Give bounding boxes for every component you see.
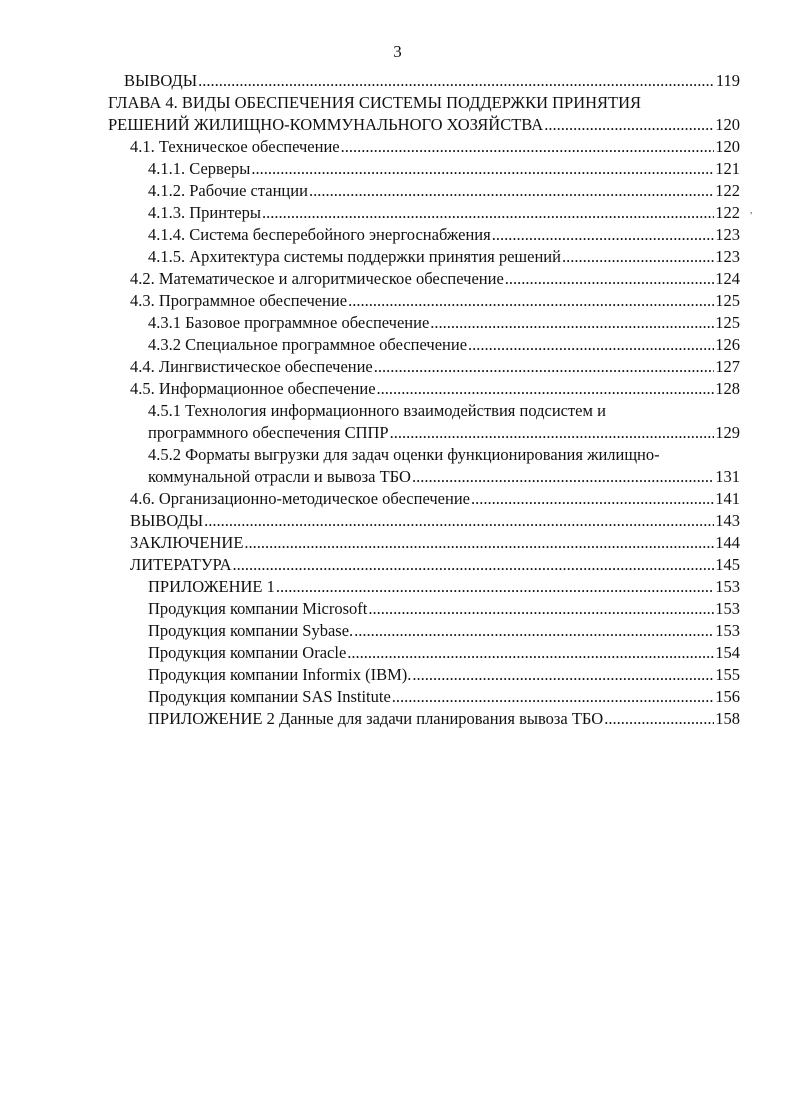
toc-page: 145 xyxy=(715,555,740,574)
toc-title: 4.3.1 Базовое программное обеспечение xyxy=(148,313,430,332)
toc-entry-4-1-3[interactable] xyxy=(108,202,740,224)
toc-page: 126 xyxy=(715,335,740,354)
toc-title: 4.6. Организационно-методическое обеспечение xyxy=(130,489,470,508)
toc-title: 4.1.5. Архитектура системы поддержки принятия решений xyxy=(148,247,561,266)
toc-leader xyxy=(492,224,715,246)
toc-page: 122 xyxy=(715,203,740,222)
toc-page: 127 xyxy=(715,357,740,376)
toc-entry-conclusions-2[interactable] xyxy=(108,510,740,532)
toc-title: 4.1.1. Серверы xyxy=(148,159,251,178)
toc-entry-sas[interactable] xyxy=(108,686,740,708)
toc-page: 125 xyxy=(715,313,740,332)
toc-entry-informix[interactable] xyxy=(108,664,740,686)
scan-mark: , xyxy=(750,205,753,216)
toc-leader xyxy=(412,466,714,488)
toc-leader xyxy=(505,268,714,290)
page-number: 3 xyxy=(393,42,402,61)
toc-title-line1: ГЛАВА 4. ВИДЫ ОБЕСПЕЧЕНИЯ СИСТЕМЫ ПОДДЕРЖКИ ПРИНЯТИЯ xyxy=(108,93,642,112)
toc-entry-4-5-1[interactable] xyxy=(108,400,740,444)
toc-title: Продукция компании Sybase. xyxy=(148,621,354,640)
toc-title: 4.5. Информационное обеспечение xyxy=(130,379,376,398)
toc-page: 153 xyxy=(715,577,740,596)
toc-leader xyxy=(604,708,714,730)
toc-entry-4-1-1[interactable] xyxy=(108,158,740,180)
toc-entry-conclusions-1[interactable] xyxy=(108,70,740,92)
toc-page: 131 xyxy=(715,467,740,486)
toc-title: 4.2. Математическое и алгоритмическое обеспечение xyxy=(130,269,504,288)
toc-leader xyxy=(198,70,715,92)
toc-leader xyxy=(276,576,714,598)
toc-leader xyxy=(471,488,714,510)
toc-page: 125 xyxy=(715,291,740,310)
toc-entry-4-1-4[interactable] xyxy=(108,224,740,246)
toc-entry-microsoft[interactable] xyxy=(108,598,740,620)
toc-entry-4-3[interactable] xyxy=(108,290,740,312)
toc-page: 129 xyxy=(715,423,740,442)
toc-entry-4-6[interactable] xyxy=(108,488,740,510)
toc-leader xyxy=(368,598,714,620)
toc-leader xyxy=(374,356,715,378)
toc-entry-4-5-2[interactable] xyxy=(108,444,740,488)
toc-entry-4-1[interactable] xyxy=(108,136,740,158)
toc-title: ЛИТЕРАТУРА xyxy=(130,555,232,574)
toc-page: 122 xyxy=(715,181,740,200)
toc-title: Продукция компании SAS Institute xyxy=(148,687,391,706)
toc-leader xyxy=(341,136,715,158)
toc-leader xyxy=(251,158,714,180)
toc-leader xyxy=(204,510,714,532)
toc-page: 123 xyxy=(715,225,740,244)
toc-entry-4-3-2[interactable] xyxy=(108,334,740,356)
toc-leader xyxy=(430,312,714,334)
toc-title: 4.3.2 Специальное программное обеспечение xyxy=(148,335,468,354)
toc-title-line2: РЕШЕНИЙ ЖИЛИЩНО-КОММУНАЛЬНОГО ХОЗЯЙСТВА xyxy=(108,115,544,134)
toc-page: 155 xyxy=(715,665,740,684)
toc-entry-4-2[interactable] xyxy=(108,268,740,290)
toc-title: ВЫВОДЫ xyxy=(130,511,204,530)
toc-leader xyxy=(347,642,714,664)
toc-title-line2: программного обеспечения СППР xyxy=(148,423,389,442)
toc-leader xyxy=(348,290,714,312)
toc-page: 120 xyxy=(715,115,740,134)
toc-title-line2: коммунальной отрасли и вывоза ТБО xyxy=(148,467,411,486)
toc-leader xyxy=(233,554,715,576)
toc-page: 120 xyxy=(715,137,740,156)
toc-page: 121 xyxy=(715,159,740,178)
toc-entry-conclusion[interactable] xyxy=(108,532,740,554)
toc-leader xyxy=(544,114,714,136)
toc-title: 4.1.2. Рабочие станции xyxy=(148,181,308,200)
toc-title: 4.4. Лингвистическое обеспечение xyxy=(130,357,373,376)
toc-leader xyxy=(377,378,715,400)
toc-page: 119 xyxy=(715,71,740,90)
toc-leader xyxy=(262,202,714,224)
toc-page: 156 xyxy=(715,687,740,706)
toc-title: 4.3. Программное обеспечение xyxy=(130,291,348,310)
toc-page: 153 xyxy=(715,599,740,618)
toc-entry-4-4[interactable] xyxy=(108,356,740,378)
toc-page: 153 xyxy=(715,621,740,640)
toc-title: ПРИЛОЖЕНИЕ 1 xyxy=(148,577,275,596)
toc-title: 4.1.4. Система бесперебойного энергоснабжения xyxy=(148,225,491,244)
toc-leader xyxy=(392,686,714,708)
toc-page: 144 xyxy=(715,533,740,552)
toc-title: Продукция компании Informix (IBM). xyxy=(148,665,412,684)
toc-title: Продукция компании Microsoft xyxy=(148,599,368,618)
table-of-contents xyxy=(108,70,740,730)
toc-title-line1: 4.5.1 Технология информационного взаимодействия подсистем и xyxy=(148,401,606,420)
toc-entry-literature[interactable] xyxy=(108,554,740,576)
toc-leader xyxy=(562,246,714,268)
toc-entry-chapter-4[interactable] xyxy=(108,92,740,136)
toc-title-line1: 4.5.2 Форматы выгрузки для задач оценки функционирования жилищно- xyxy=(148,445,660,464)
toc-leader xyxy=(309,180,714,202)
toc-entry-4-1-5[interactable] xyxy=(108,246,740,268)
toc-page: 154 xyxy=(715,643,740,662)
toc-page: 143 xyxy=(715,511,740,530)
toc-leader xyxy=(390,422,715,444)
toc-title: ВЫВОДЫ xyxy=(124,71,198,90)
toc-entry-oracle[interactable] xyxy=(108,642,740,664)
toc-entry-appendix-2[interactable] xyxy=(108,708,740,730)
toc-page: 124 xyxy=(715,269,740,288)
toc-title: ПРИЛОЖЕНИЕ 2 Данные для задачи планирования вывоза ТБО xyxy=(148,709,604,728)
toc-leader xyxy=(468,334,714,356)
toc-entry-sybase[interactable] xyxy=(108,620,740,642)
toc-title: 4.1.3. Принтеры xyxy=(148,203,261,222)
toc-title: ЗАКЛЮЧЕНИЕ xyxy=(130,533,244,552)
toc-entry-4-1-2[interactable] xyxy=(108,180,740,202)
toc-entry-4-5[interactable] xyxy=(108,378,740,400)
toc-page: 158 xyxy=(715,709,740,728)
toc-leader xyxy=(412,664,714,686)
toc-title: 4.1. Техническое обеспечение xyxy=(130,137,340,156)
toc-leader xyxy=(244,532,714,554)
toc-page: 141 xyxy=(715,489,740,508)
toc-page: 123 xyxy=(715,247,740,266)
toc-entry-appendix-1[interactable] xyxy=(108,576,740,598)
toc-leader xyxy=(354,620,714,642)
toc-entry-4-3-1[interactable] xyxy=(108,312,740,334)
toc-page: 128 xyxy=(715,379,740,398)
toc-title: Продукция компании Oracle xyxy=(148,643,347,662)
